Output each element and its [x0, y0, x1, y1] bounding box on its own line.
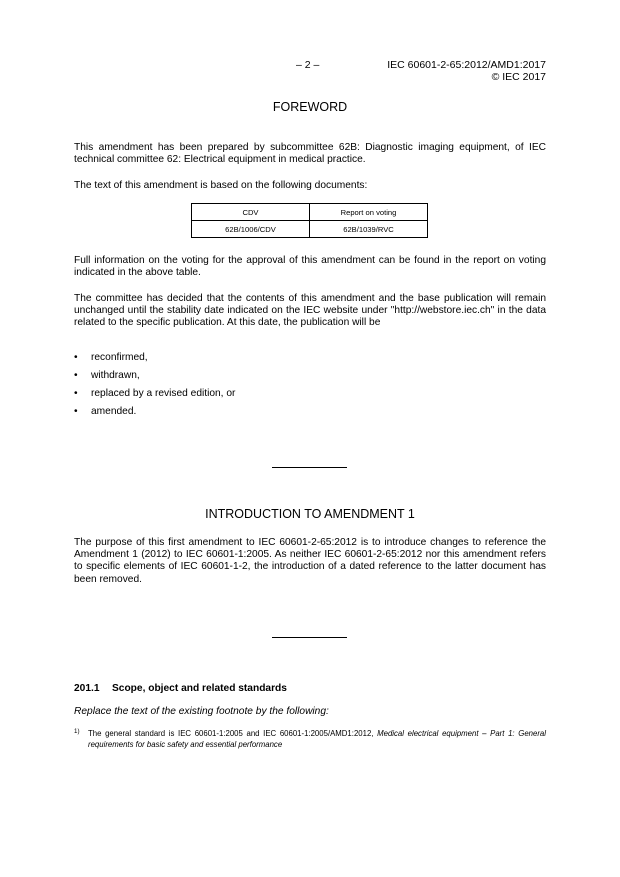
list-item: • reconfirmed, — [74, 352, 235, 370]
page-number: – 2 – — [296, 59, 320, 71]
amendment-instruction: Replace the text of the existing footnote by the following: — [74, 706, 329, 717]
document-id: IEC 60601-2-65:2012/AMD1:2017 — [387, 59, 546, 71]
footnote — [74, 728, 546, 750]
footnote-text: The general standard is IEC 60601-1:2005 and IEC 60601-1:2005/AMD1:2012, — [88, 729, 374, 738]
list-item: • withdrawn, — [74, 370, 235, 388]
document-header — [387, 59, 546, 83]
foreword-paragraph-4: The committee has decided that the contents of this amendment and the base publication will remain unchanged until the stability date indicated on the IEC website under "http://webstore.iec.ch" in the data related to the specific publication. At this date, the publication will be — [74, 293, 546, 329]
section-number: 201.1 — [74, 683, 100, 694]
foreword-paragraph-2: The text of this amendment is based on the following documents: — [74, 180, 368, 191]
table-cell-cdv: 62B/1006/CDV — [192, 221, 310, 238]
table-row — [192, 221, 428, 238]
foreword-title: FOREWORD — [272, 100, 348, 114]
voting-documents-table — [191, 203, 428, 238]
table-header-cdv: CDV — [192, 204, 310, 221]
copyright-notice: © IEC 2017 — [491, 71, 546, 83]
section-divider — [272, 637, 347, 638]
section-title: Scope, object and related standards — [112, 683, 287, 694]
footnote-standard-title: Medical electrical equipment – Part 1: General requirements for basic safety and essential performance — [88, 729, 546, 749]
foreword-paragraph-3: Full information on the voting for the approval of this amendment can be found in the report on voting indicated in the above table. — [74, 255, 546, 279]
table-cell-rvc: 62B/1039/RVC — [310, 221, 428, 238]
table-header-report: Report on voting — [310, 204, 428, 221]
publication-options-list — [74, 352, 235, 424]
table-header-row — [192, 204, 428, 221]
foreword-paragraph-1: This amendment has been prepared by subcommittee 62B: Diagnostic imaging equipment, of IEC technical committee 62: Electrical equipment in medical practice. — [74, 142, 546, 166]
introduction-paragraph: The purpose of this first amendment to IEC 60601-2-65:2012 is to introduce changes to reference the Amendment 1 (2012) to IEC 60601-1:2005. As neither IEC 60601-2-65:2012 nor this amendment refers to specific elements of IEC 60601-1-2, the introduction of a dated reference to the latter document has been removed. — [74, 537, 546, 585]
list-item: • replaced by a revised edition, or — [74, 388, 235, 406]
introduction-title: INTRODUCTION TO AMENDMENT 1 — [205, 507, 415, 521]
section-divider — [272, 467, 347, 468]
list-item: • amended. — [74, 406, 235, 424]
footnote-marker: 1) — [74, 728, 80, 735]
section-heading — [74, 683, 287, 694]
